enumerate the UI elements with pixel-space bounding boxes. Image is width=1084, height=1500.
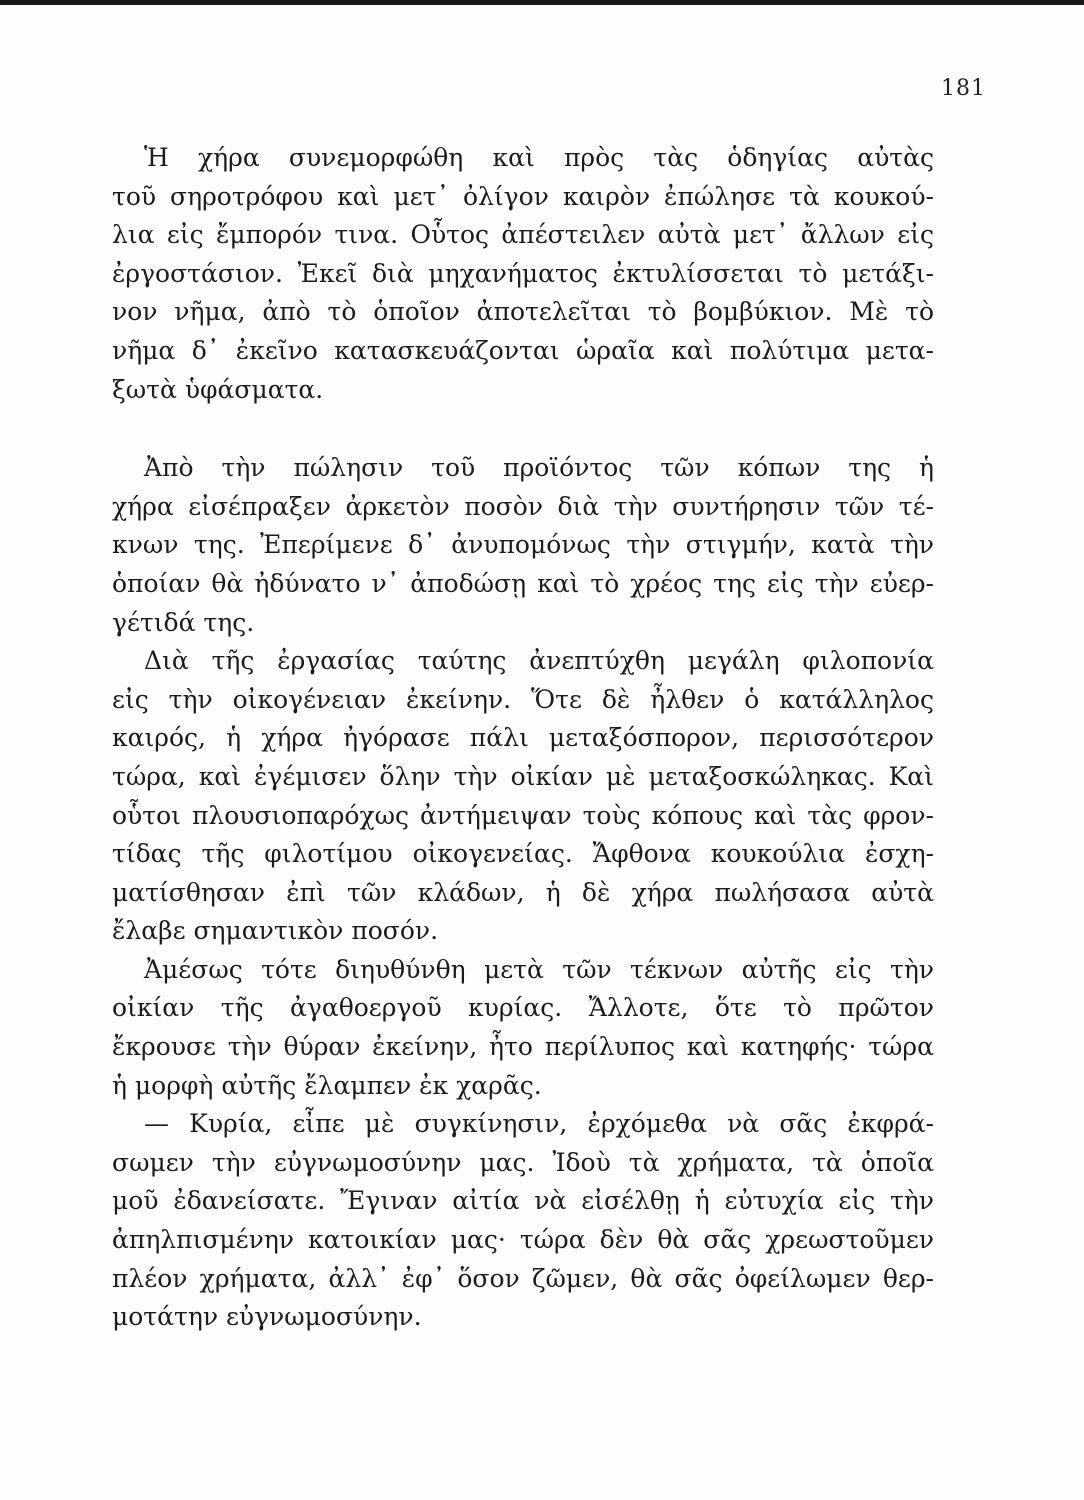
text-line: ὁποίαν θὰ ἠδύνατο ν᾽ ἀποδώσῃ καὶ τὸ χρέος της εἰς τὴν εὐερ-: [112, 568, 934, 598]
text-line: τώρα, καὶ ἐγέμισεν ὅλην τὴν οἰκίαν μὲ μεταξοσκώληκας. Καὶ: [112, 761, 934, 791]
text-line: Διὰ τῆς ἐργασίας ταύτης ἀνεπτύχθη μεγάλη φιλοπονία: [144, 646, 934, 676]
text-line: νον νῆμα, ἀπὸ τὸ ὁποῖον ἀποτελεῖται τὸ βομβύκιον. Μὲ τὸ: [112, 297, 934, 327]
text-line: πλέον χρήματα, ἀλλ᾽ ἐφ᾽ ὅσον ζῶμεν, θὰ σᾶς ὀφείλωμεν θερ-: [112, 1263, 934, 1293]
paragraph-5-dialogue: [112, 1105, 934, 1337]
text-line: τοῦ σηροτρόφου καὶ μετ᾽ ὀλίγον καιρὸν ἐπώλησε τὰ κουκού-: [112, 181, 934, 211]
text-line: Ἀμέσως τότε διηυθύνθη μετὰ τῶν τέκνων αὐτῆς εἰς τὴν: [144, 954, 934, 984]
text-line: γέτιδά της.: [112, 607, 255, 637]
text-line: μοῦ ἐδανείσατε. Ἔγιναν αἰτία νὰ εἰσέλθῃ ἡ εὐτυχία εἰς τὴν: [112, 1186, 934, 1216]
paragraph-2: [112, 449, 934, 642]
text-line: λια εἰς ἔμπορόν τινα. Οὗτος ἀπέστειλεν αὐτὰ μετ᾽ ἄλλων εἰς: [112, 220, 934, 250]
paragraph-4: [112, 951, 934, 1105]
scan-top-edge: [0, 0, 1084, 5]
paragraph-3: [112, 642, 934, 951]
body-text: [112, 139, 934, 1337]
paragraph-1: [112, 139, 934, 409]
text-line: ἀπηλπισμένην κατοικίαν μας· τώρα δὲν θὰ σᾶς χρεωστοῦμεν: [112, 1225, 934, 1255]
text-line: Ἡ χήρα συνεμορφώθη καὶ πρὸς τὰς ὁδηγίας αὐτὰς: [144, 143, 934, 172]
text-line: νῆμα δ᾽ ἐκεῖνο κατασκευάζονται ὡραῖα καὶ πολύτιμα μετα-: [112, 335, 934, 365]
text-line: τίδας τῆς φιλοτίμου οἰκογενείας. Ἄφθονα κουκούλια ἐσχη-: [112, 839, 934, 869]
text-line: μοτάτην εὐγνωμοσύνην.: [112, 1302, 422, 1332]
text-line: Ἀπὸ τὴν πώλησιν τοῦ προϊόντος τῶν κόπων της ἡ: [144, 453, 934, 483]
text-line: ματίσθησαν ἐπὶ τῶν κλάδων, ἡ δὲ χήρα πωλήσασα αὐτὰ: [112, 877, 934, 907]
text-line: ἡ μορφὴ αὐτῆς ἔλαμπεν ἐκ χαρᾶς.: [112, 1070, 542, 1100]
paragraph-gap: [112, 409, 934, 449]
text-line: οὗτοι πλουσιοπαρόχως ἀντήμειψαν τοὺς κόπους καὶ τὰς φρον-: [112, 800, 934, 830]
text-line: ἔκρουσε τὴν θύραν ἐκείνην, ἦτο περίλυπος καὶ κατηφής· τώρα: [112, 1032, 934, 1062]
text-line: οἰκίαν τῆς ἀγαθοεργοῦ κυρίας. Ἄλλοτε, ὅτε τὸ πρῶτον: [112, 993, 934, 1023]
text-line: σωμεν τὴν εὐγνωμοσύνην μας. Ἰδοὺ τὰ χρήματα, τὰ ὁποῖα: [112, 1147, 934, 1177]
text-line: — Κυρία, εἶπε μὲ συγκίνησιν, ἐρχόμεθα νὰ σᾶς ἐκφρά-: [144, 1109, 934, 1139]
text-line: ξωτὰ ὑφάσματα.: [112, 374, 324, 404]
text-line: καιρός, ἡ χήρα ἠγόρασε πάλι μεταξόσπορον, περισσότερον: [112, 723, 934, 753]
text-line: χήρα εἰσέπραξεν ἀρκετὸν ποσὸν διὰ τὴν συντήρησιν τῶν τέ-: [112, 491, 934, 521]
page-number: 181: [941, 76, 986, 101]
text-line: ἐργοστάσιον. Ἐκεῖ διὰ μηχανήματος ἐκτυλίσσεται τὸ μετάξι-: [112, 258, 934, 288]
text-line: κνων της. Ἐπερίμενε δ᾽ ἀνυπομόνως τὴν στιγμήν, κατὰ τὴν: [112, 530, 934, 560]
text-line: ἔλαβε σημαντικὸν ποσόν.: [112, 916, 439, 946]
text-line: εἰς τὴν οἰκογένειαν ἐκείνην. Ὅτε δὲ ἦλθεν ὁ κατάλληλος: [112, 684, 934, 714]
